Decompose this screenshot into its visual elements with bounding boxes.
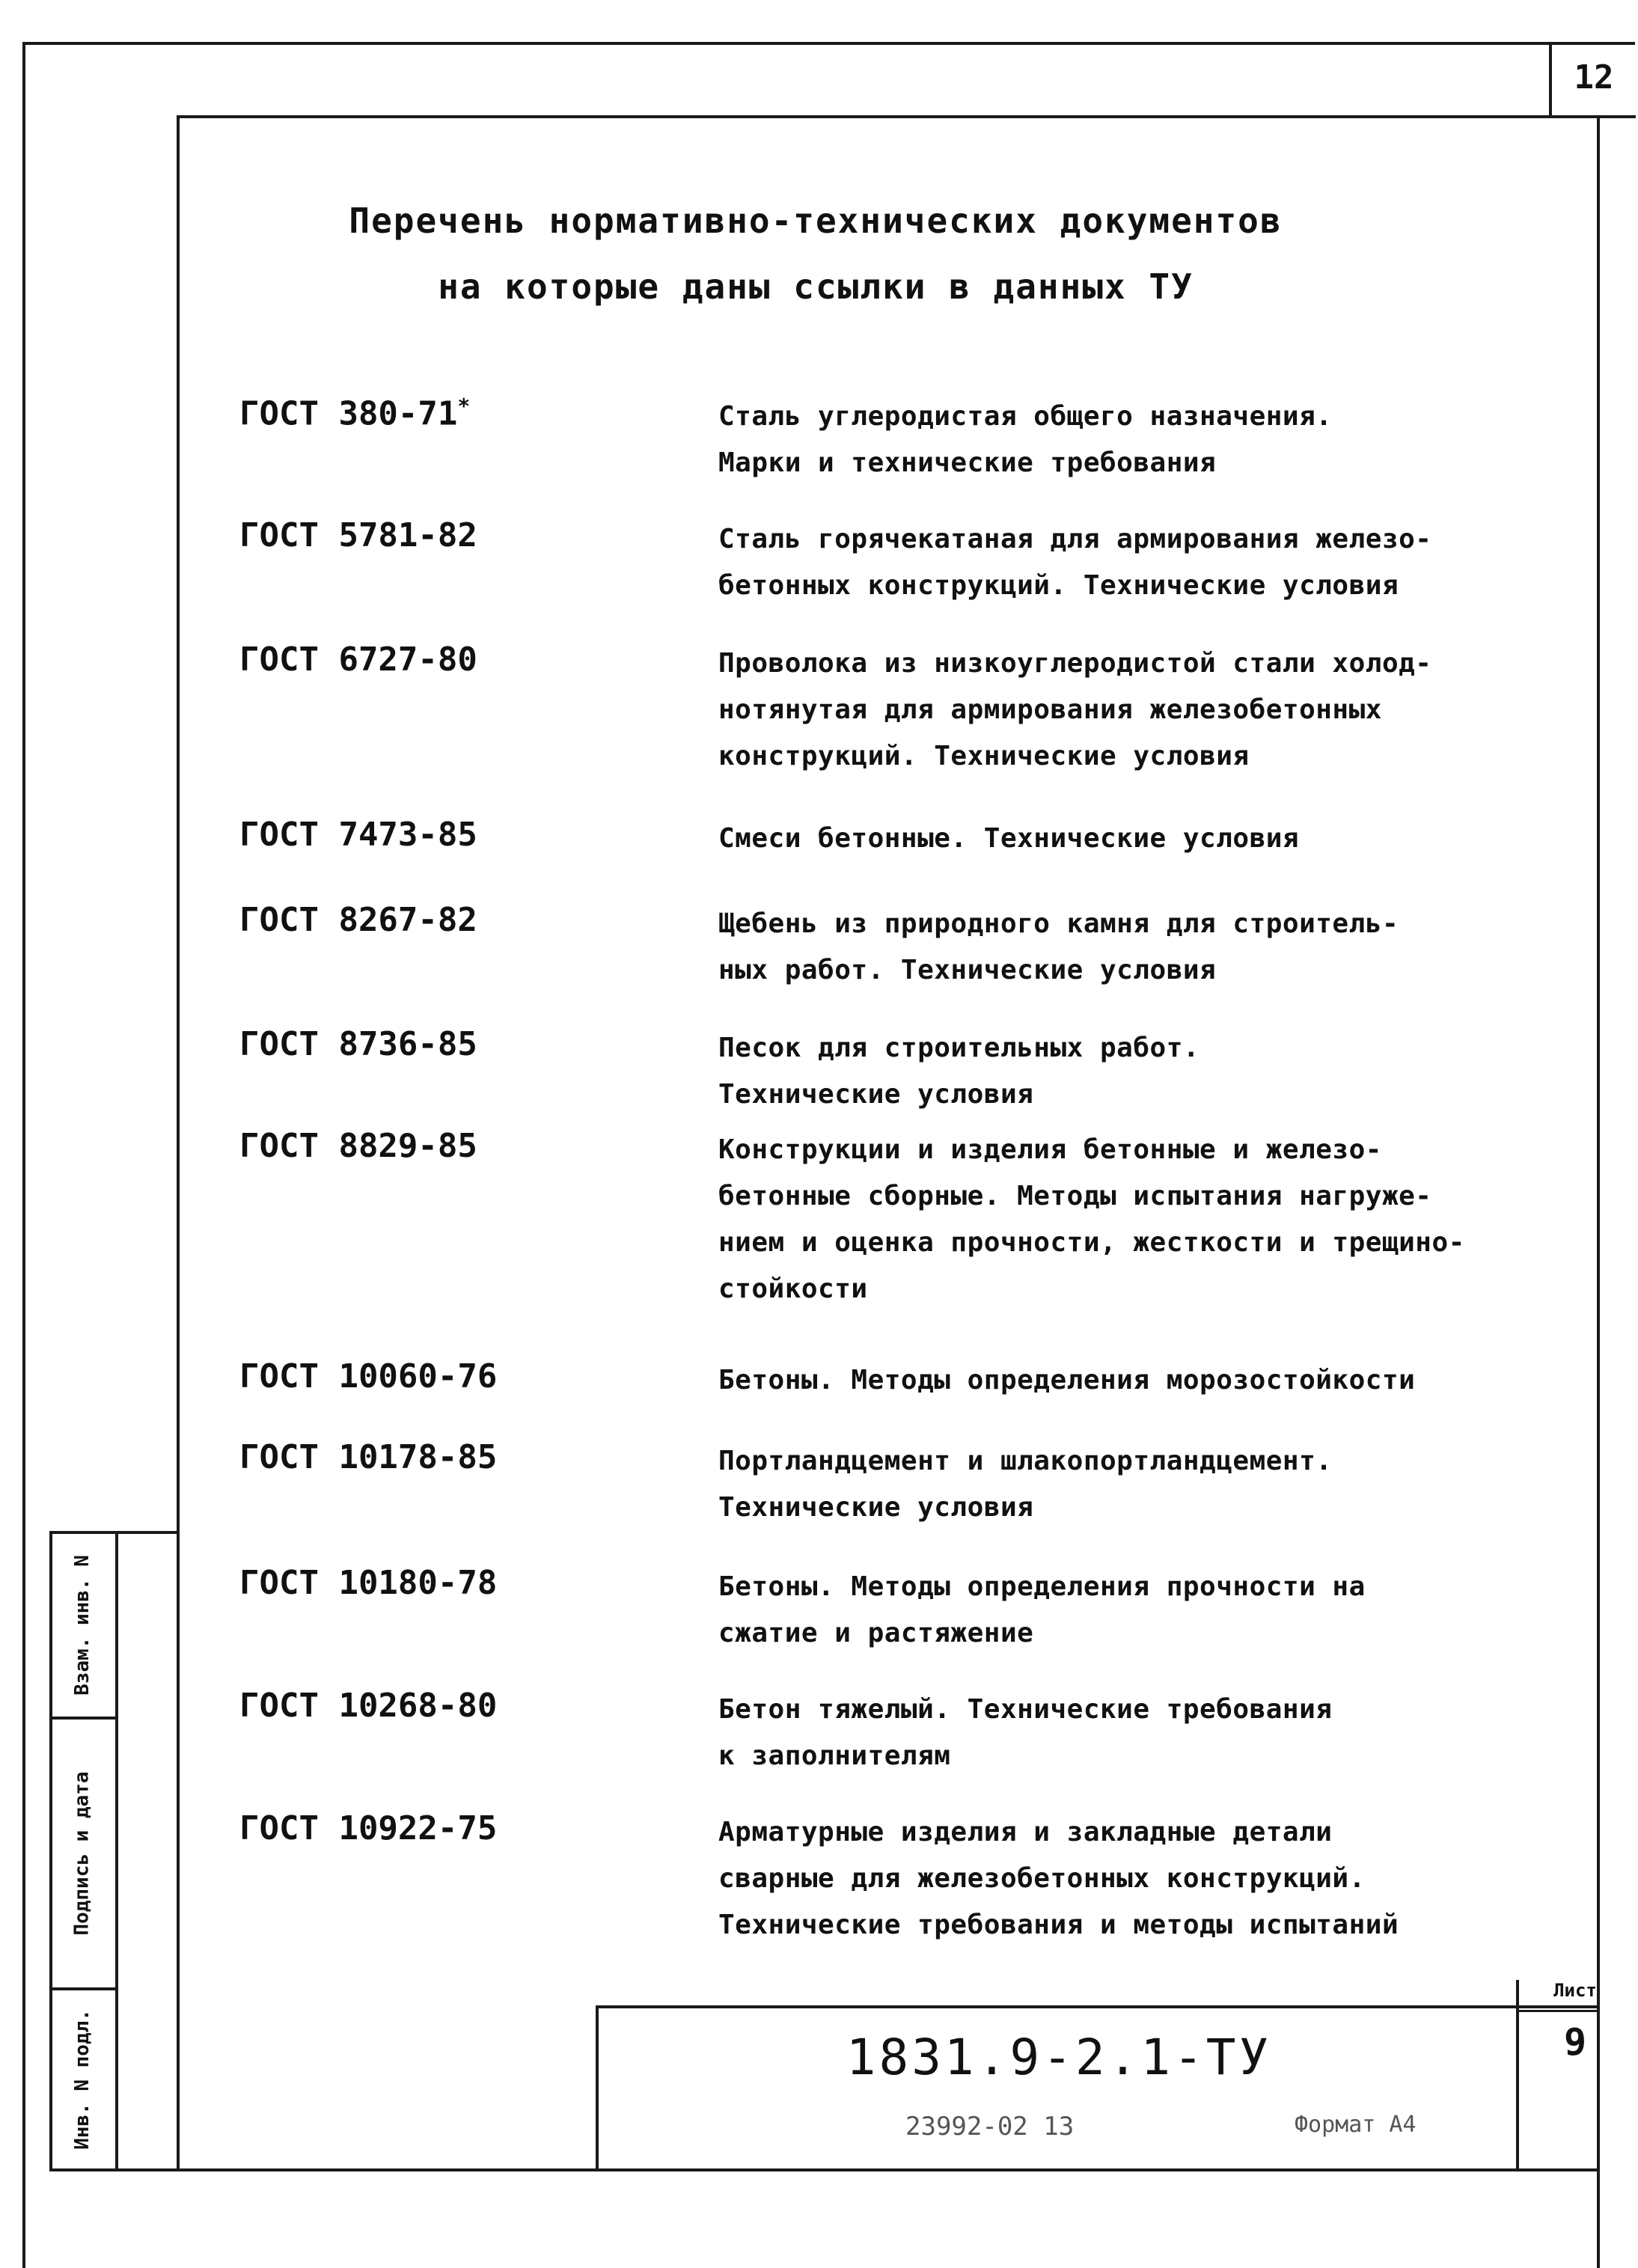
document-description-line: нотянутая для армирования железобетонных <box>718 694 1382 725</box>
footer-copy-code: 23992-02 13 <box>905 2112 1075 2142</box>
outer-frame-left <box>22 42 25 2268</box>
document-description-line: Песок для строительных работ. <box>718 1033 1200 1063</box>
page-number-box-left <box>1549 42 1552 117</box>
document-description-line: бетонных конструкций. Технические условия <box>718 570 1399 601</box>
document-description-line: к заполнителям <box>718 1740 951 1771</box>
document-description-line: ных работ. Технические условия <box>718 955 1217 985</box>
document-code <box>239 816 703 854</box>
document-code <box>239 1127 703 1165</box>
document-code <box>239 1564 703 1602</box>
document-description <box>718 1025 1579 1118</box>
page-number: 12 <box>1574 58 1614 97</box>
document-code <box>239 641 703 679</box>
document-code <box>239 1357 703 1396</box>
document-description-line: конструкций. Технические условия <box>718 741 1250 771</box>
sheet-number: 9 <box>1563 2020 1587 2064</box>
document-description-line: Щебень из природного камня для строитель- <box>718 908 1399 939</box>
document-code-text: ГОСТ 8736-85 <box>239 1025 477 1063</box>
document-code-mark: * <box>457 394 471 418</box>
document-code-text: ГОСТ 10922-75 <box>239 1809 498 1847</box>
title-block-top <box>596 2005 1600 2008</box>
document-description-line: Портландцемент и шлакопортландцемент. <box>718 1446 1333 1476</box>
inner-frame-right <box>1597 115 1600 2268</box>
document-description-line: Технические условия <box>718 1079 1034 1110</box>
document-description <box>718 1687 1579 1779</box>
document-code <box>239 1809 703 1847</box>
document-description <box>718 641 1579 780</box>
document-designation: 1831.9-2.1-ТУ <box>846 2029 1272 2086</box>
document-description <box>718 516 1579 609</box>
document-description-line: Бетоны. Методы определения морозостойкости <box>718 1365 1416 1396</box>
document-description <box>718 1438 1579 1531</box>
document-description-line: Марки и технические требования <box>718 447 1217 478</box>
document-description <box>718 1564 1579 1657</box>
document-code-text: ГОСТ 380-71 <box>239 394 458 433</box>
inner-frame-top <box>177 115 1636 118</box>
document-code <box>239 1438 703 1476</box>
document-description-line: Смеси бетонные. Технические условия <box>718 823 1300 854</box>
document-description <box>718 1357 1579 1404</box>
document-description-line: Конструкции и изделия бетонные и железо- <box>718 1134 1382 1165</box>
document-code <box>239 1025 703 1063</box>
document-code-text: ГОСТ 10268-80 <box>239 1687 498 1725</box>
document-code-text: ГОСТ 8267-82 <box>239 901 477 939</box>
document-description-line: Сталь горячекатаная для армирования железо- <box>718 524 1432 554</box>
document-description-line: сварные для железобетонных конструкций. <box>718 1863 1366 1894</box>
document-code-text: ГОСТ 7473-85 <box>239 816 477 854</box>
document-code-text: ГОСТ 10180-78 <box>239 1564 498 1602</box>
inner-frame-left <box>177 115 180 2170</box>
document-code <box>239 394 703 433</box>
page-title-line-1: Перечень нормативно-технических документов <box>349 201 1283 241</box>
side-stamp-podpis-data: Подпись и дата <box>71 1771 94 1936</box>
side-stamp-inv-podl: Инв. N подл. <box>71 2009 94 2150</box>
document-description-line: Арматурные изделия и закладные детали <box>718 1817 1333 1847</box>
sheet-label: Лист <box>1553 1980 1597 2001</box>
document-description-line: Технические условия <box>718 1492 1034 1523</box>
document-description-line: сжатие и растяжение <box>718 1618 1034 1648</box>
outer-frame-top <box>22 42 1635 45</box>
inner-frame-bottom <box>49 2168 1600 2171</box>
document-description-line: Технические требования и методы испытаний <box>718 1910 1399 1940</box>
document-code <box>239 516 703 554</box>
document-description-line: Сталь углеродистая общего назначения. <box>718 401 1333 432</box>
document-code <box>239 1687 703 1725</box>
document-code-text: ГОСТ 5781-82 <box>239 516 477 554</box>
document-description-line: Проволока из низкоуглеродистой стали холод- <box>718 648 1432 679</box>
document-description <box>718 1809 1579 1948</box>
document-code-text: ГОСТ 8829-85 <box>239 1127 477 1165</box>
footer-format: Формат А4 <box>1295 2112 1417 2138</box>
document-description <box>718 901 1579 994</box>
side-stamp-right <box>115 1531 118 2170</box>
document-description <box>718 1127 1579 1312</box>
document-description-line: нием и оценка прочности, жесткости и трещино- <box>718 1227 1465 1258</box>
document-description <box>718 394 1579 486</box>
document-description-line: Бетоны. Методы определения прочности на <box>718 1571 1366 1602</box>
document-description <box>718 816 1579 862</box>
document-description-line: Бетон тяжелый. Технические требования <box>718 1694 1333 1725</box>
document-code <box>239 901 703 939</box>
document-description-line: стойкости <box>718 1274 868 1304</box>
document-code-text: ГОСТ 10178-85 <box>239 1438 498 1476</box>
title-block-sheet-underline <box>1516 2010 1600 2012</box>
document-description-line: бетонные сборные. Методы испытания нагруже- <box>718 1181 1432 1211</box>
page-title-line-2: на которые даны ссылки в данных ТУ <box>438 266 1194 307</box>
document-code-text: ГОСТ 10060-76 <box>239 1357 498 1396</box>
document-code-text: ГОСТ 6727-80 <box>239 641 477 679</box>
side-stamp-vzam-inv: Взам. инв. N <box>71 1555 94 1696</box>
